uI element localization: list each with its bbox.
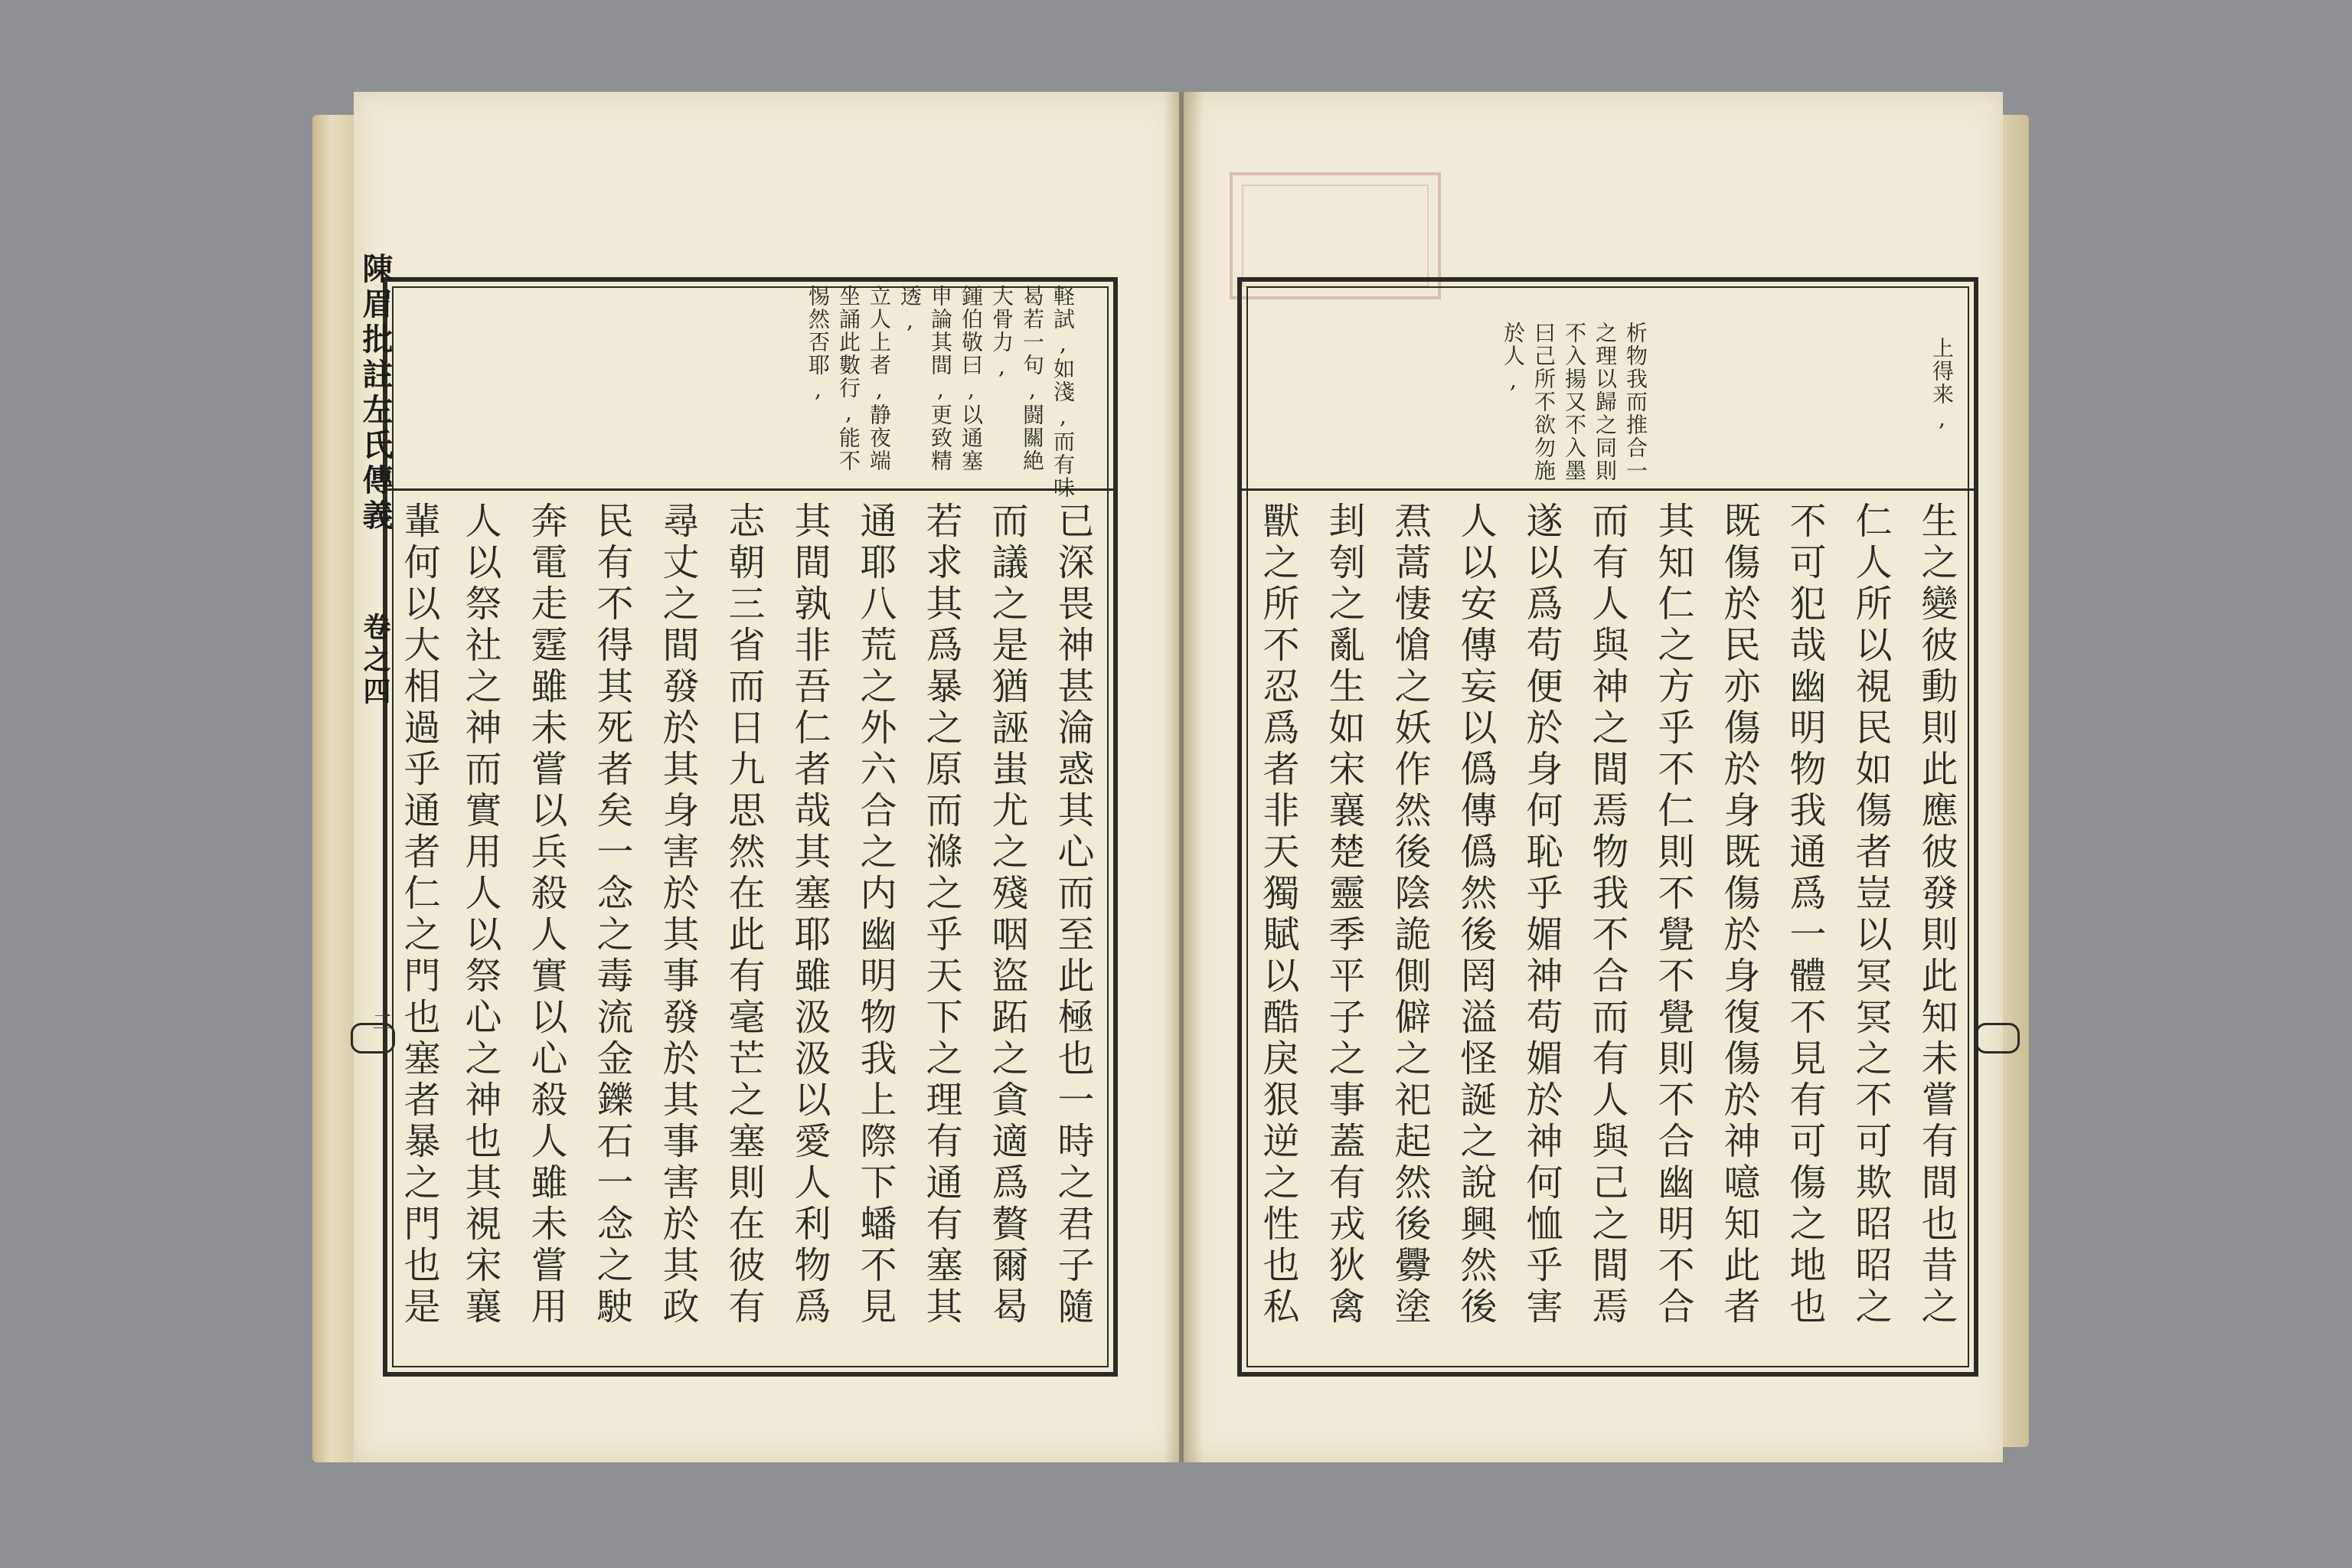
left-main-col-8: 民有不得其死者矣一念之毒流金鑠石一念之駛 — [590, 501, 633, 1328]
left-main-col-1: 已深畏神甚淪惑其心而至此極也一時之君子隨 — [1051, 501, 1094, 1328]
left-note-col-2: 曷若一句,闘關絶 — [1020, 285, 1045, 472]
book-block-edge-left — [312, 115, 358, 1462]
folio-number: 二 — [369, 1011, 394, 1037]
right-main-col-10: 刲刳之亂生如宋襄楚靈季平子之事蓋有戎狄禽 — [1322, 501, 1365, 1328]
right-main-col-5: 其知仁之方乎不仁則不覺不覺則不合幽明不合 — [1651, 501, 1694, 1328]
left-note-col-3: 大骨力, — [989, 285, 1014, 381]
right-note-col-4: 不入揚又不入墨 — [1562, 322, 1587, 482]
left-main-col-6: 志朝三省而日九思然在此有毫芒之塞則在彼有 — [722, 501, 765, 1328]
left-main-col-4: 通耶八荒之外六合之内幽明物我上際下蟠不見 — [854, 501, 897, 1328]
right-main-col-8: 人以安傳妄以僞傳僞然後罔溢怪誕之說興然後 — [1454, 501, 1497, 1328]
left-main-col-9: 奔電走霆雖未嘗以兵殺人實以心殺人雖未嘗用 — [524, 501, 567, 1328]
left-note-col-8: 坐誦此數行,能不 — [836, 285, 861, 472]
left-main-col-3: 若求其爲暴之原而滌之乎天下之理有通有塞其 — [920, 501, 962, 1328]
book-title: 陳眉批註左氏傳義 — [358, 253, 394, 534]
right-main-col-7: 遂以爲苟便於身何恥乎媚神苟媚於神何恤乎害 — [1520, 501, 1563, 1328]
right-main-col-9: 焄蒿悽愴之妖作然後陰詭側僻之祀起然後釁塗 — [1388, 501, 1431, 1328]
left-main-col-2: 而議之是猶誣蚩尤之殘咽盜跖之貪適爲贅爾曷 — [985, 501, 1028, 1328]
right-note-col-6: 於人, — [1501, 322, 1526, 394]
fish-tail-mark-left — [351, 1023, 395, 1054]
left-main-col-7: 尋丈之間發於其身害於其事發於其事害於其政 — [656, 501, 699, 1328]
left-note-col-4: 鍾伯敬曰,以通塞 — [959, 285, 984, 472]
fish-tail-mark-right — [1975, 1023, 2020, 1054]
right-note-divider — [1242, 488, 1974, 491]
right-main-col-6: 而有人與神之間焉物我不合而有人與己之間焉 — [1586, 501, 1628, 1328]
right-note-col-2: 析物我而推合一 — [1623, 322, 1648, 482]
left-main-col-5: 其間孰非吾仁者哉其塞耶雖汲汲以愛人利物爲 — [788, 501, 831, 1328]
left-main-col-11: 輩何以大相過乎通者仁之門也塞者暴之門也是 — [397, 501, 440, 1328]
volume-label: 卷之四 — [359, 612, 391, 709]
right-note-col-5: 曰己所不欲勿施 — [1531, 322, 1557, 482]
left-note-divider — [387, 488, 1113, 491]
book-gutter — [1164, 92, 1204, 1462]
right-note-col-3: 之理以歸之同則 — [1592, 322, 1618, 482]
left-main-col-10: 人以祭社之神而實用人以祭心之神也其視宋襄 — [459, 501, 501, 1328]
right-main-col-4: 既傷於民亦傷於身既傷於身復傷於神噫知此者 — [1717, 501, 1760, 1328]
left-note-col-9: 惕然否耶, — [805, 285, 831, 403]
left-note-col-6: 透, — [897, 285, 923, 335]
right-main-col-3: 不可犯哉幽明物我通爲一體不見有可傷之地也 — [1783, 501, 1826, 1328]
left-note-col-1: 軽試,如淺,而有味 — [1050, 285, 1076, 499]
right-main-col-11: 獸之所不忍爲者非天獨賦以酷戾狠逆之性也私 — [1256, 501, 1299, 1328]
right-note-col-1: 上得来, — [1929, 337, 1955, 433]
right-main-col-2: 仁人所以視民如傷者豈以冥冥之不可欺昭昭之 — [1849, 501, 1892, 1328]
left-note-col-7: 立人上者,静夜端 — [867, 285, 892, 472]
left-note-col-5: 申論其間,更致精 — [928, 285, 953, 472]
right-main-col-1: 生之變彼動則此應彼發則此知未嘗有間也昔之 — [1915, 501, 1958, 1328]
